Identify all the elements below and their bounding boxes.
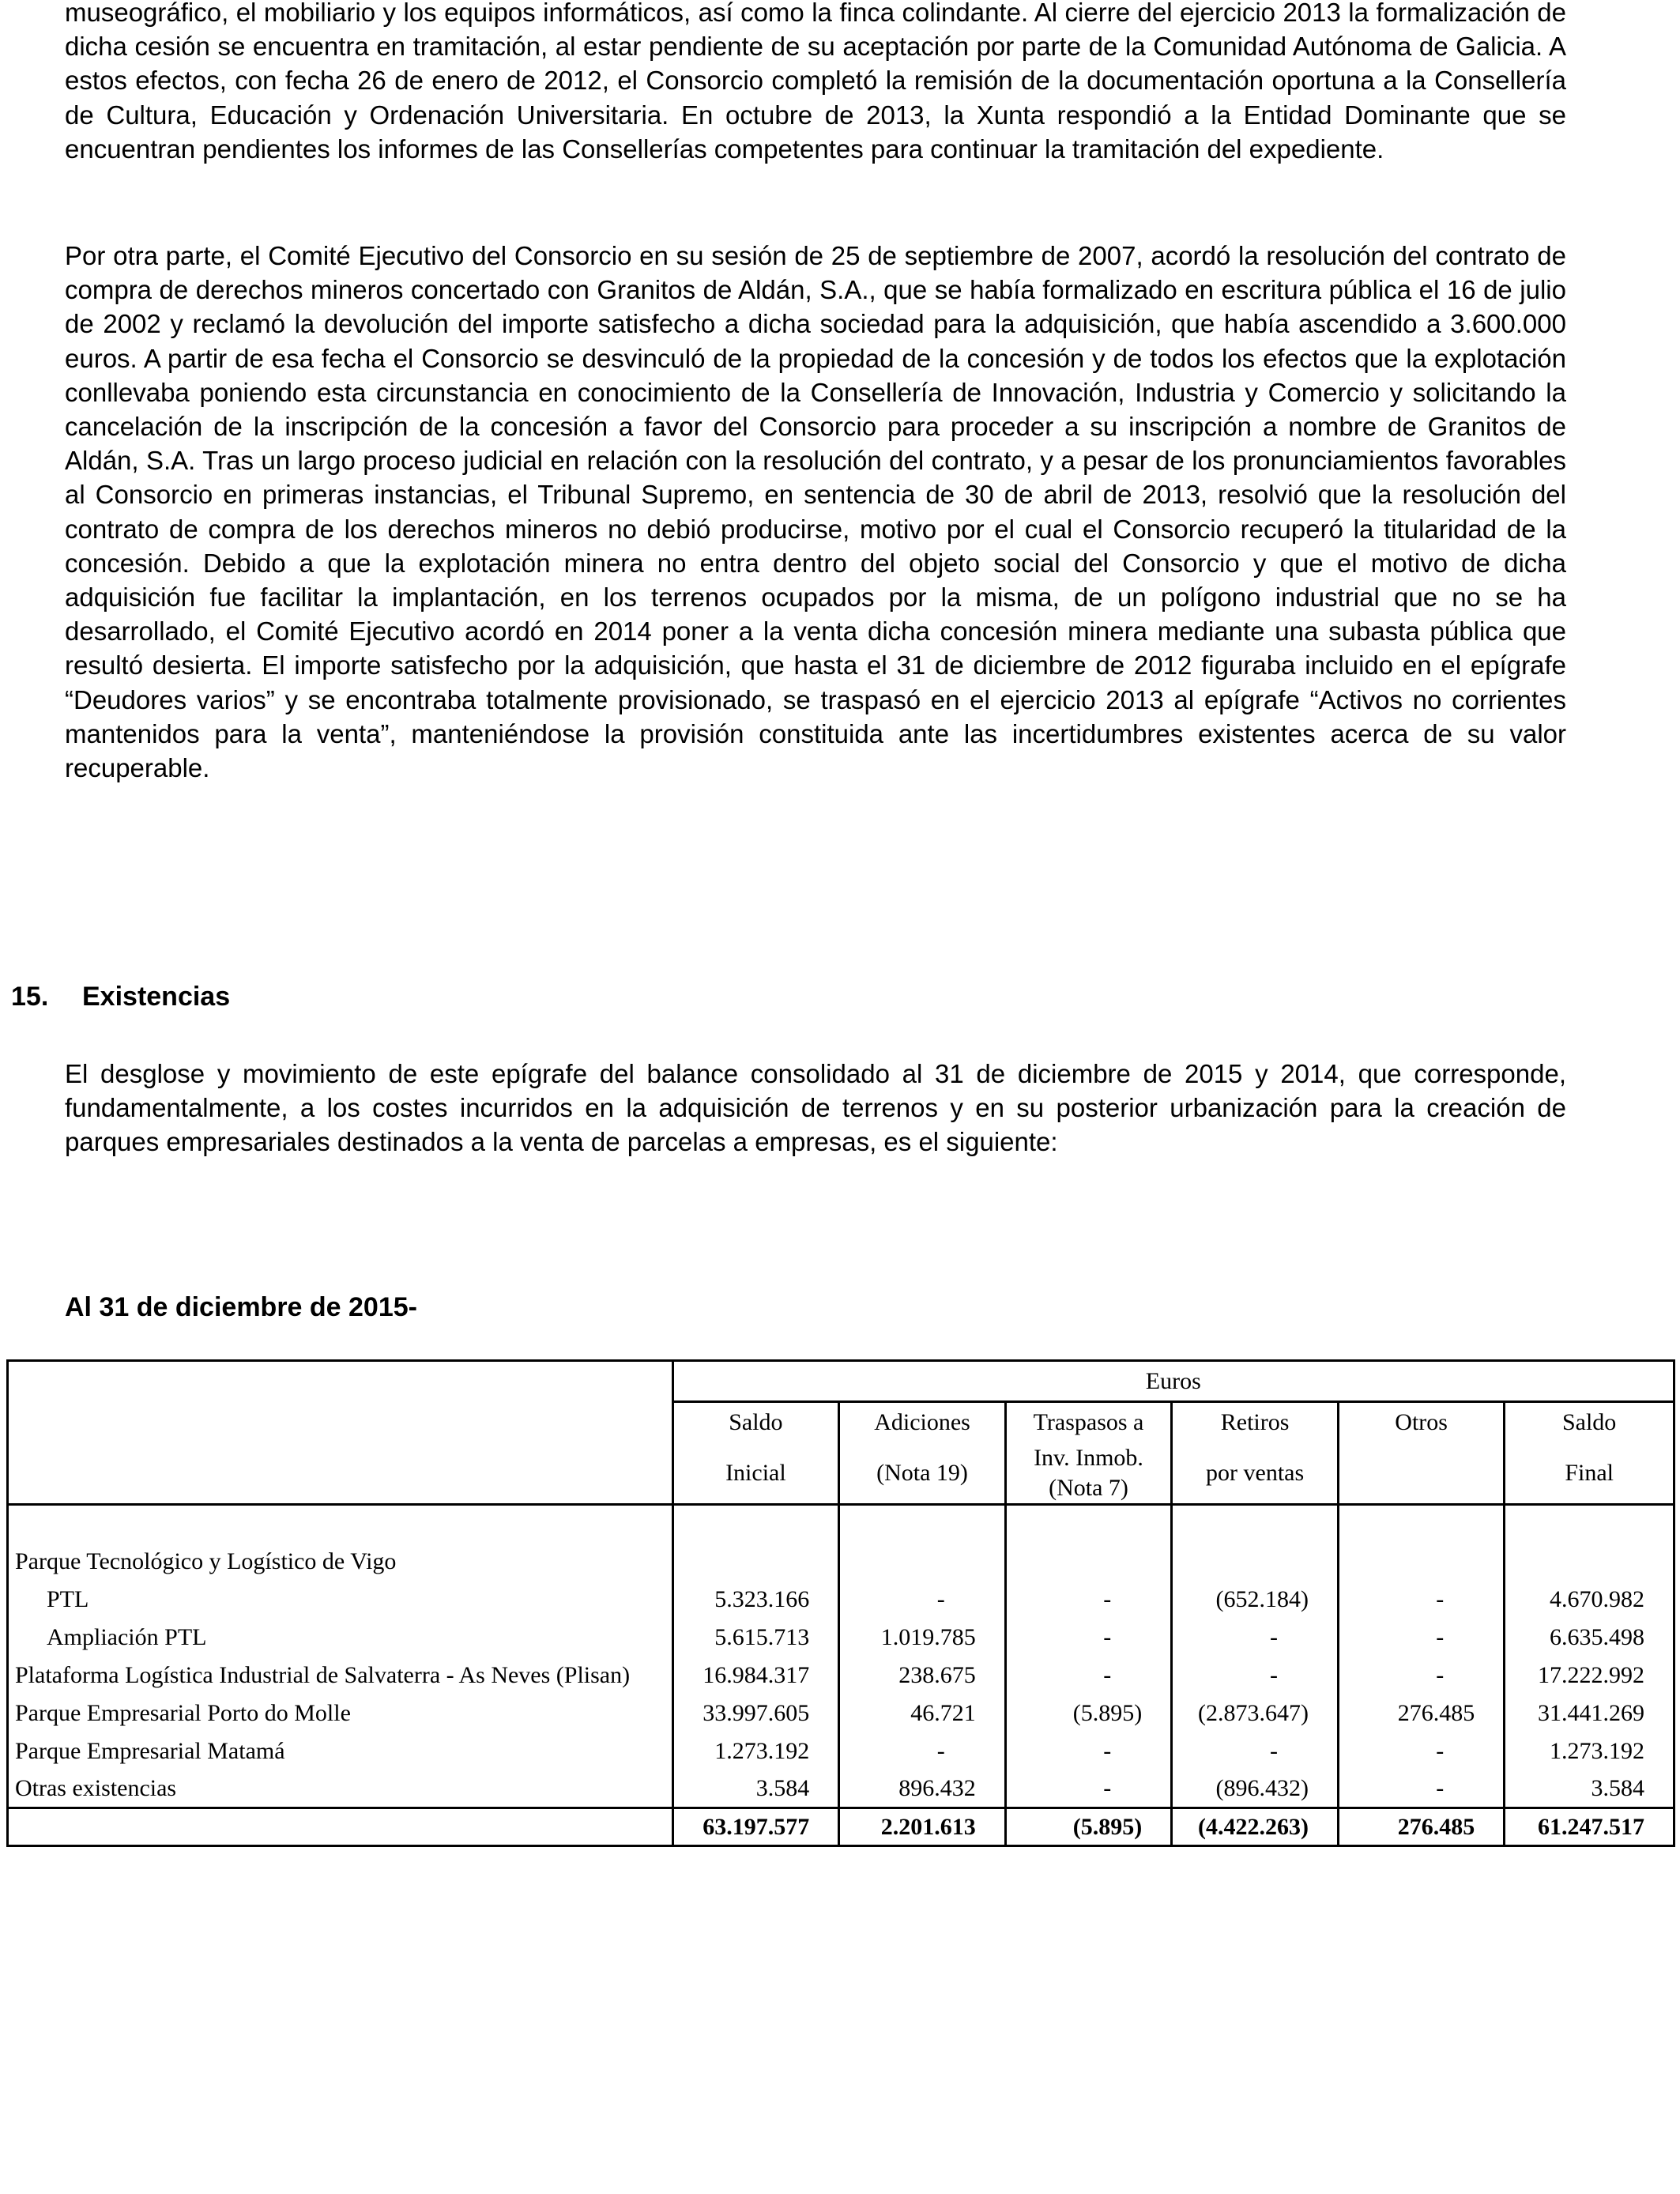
row-label: Ampliación PTL: [8, 1619, 673, 1657]
row-label: Otras existencias: [8, 1770, 673, 1808]
cell: -: [1005, 1732, 1171, 1770]
cell: 3.584: [1505, 1770, 1674, 1808]
cell: -: [1338, 1619, 1504, 1657]
total-cell: (4.422.263): [1172, 1808, 1339, 1846]
cell: -: [1005, 1581, 1171, 1619]
col-header: Inv. Inmob.: [1005, 1443, 1171, 1473]
table-row: [8, 1732, 1674, 1770]
existencias-table: [6, 1359, 1675, 1847]
total-cell: 63.197.577: [672, 1808, 839, 1846]
cell: (5.895): [1005, 1695, 1171, 1732]
cell: 1.273.192: [1505, 1732, 1674, 1770]
total-cell: 61.247.517: [1505, 1808, 1674, 1846]
table-row: [8, 1770, 1674, 1808]
cell: -: [839, 1581, 1006, 1619]
col-header: (Nota 19): [839, 1443, 1006, 1505]
cell: (896.432): [1172, 1770, 1339, 1808]
col-header: por ventas: [1172, 1443, 1339, 1505]
section-title: Existencias: [82, 982, 231, 1012]
cell: -: [839, 1732, 1006, 1770]
table-row: [8, 1619, 1674, 1657]
cell: (652.184): [1172, 1581, 1339, 1619]
cell: 238.675: [839, 1657, 1006, 1695]
cell: 16.984.317: [672, 1657, 839, 1695]
cell: -: [1005, 1657, 1171, 1695]
cell: 1.273.192: [672, 1732, 839, 1770]
cell: -: [1172, 1657, 1339, 1695]
table-total-row: [8, 1808, 1674, 1846]
cell: -: [1338, 1732, 1504, 1770]
cell: 5.323.166: [672, 1581, 839, 1619]
cell: -: [1338, 1770, 1504, 1808]
group-header-euros: Euros: [672, 1361, 1674, 1402]
cell: 1.019.785: [839, 1619, 1006, 1657]
cell: 896.432: [839, 1770, 1006, 1808]
cell: (2.873.647): [1172, 1695, 1339, 1732]
table-row: [8, 1695, 1674, 1732]
col-header: Adiciones: [839, 1402, 1006, 1443]
table-row: [8, 1543, 1674, 1581]
cell: 31.441.269: [1505, 1695, 1674, 1732]
row-label: Parque Empresarial Porto do Molle: [8, 1695, 673, 1732]
table-row: [8, 1657, 1674, 1695]
cell: 17.222.992: [1505, 1657, 1674, 1695]
cell: -: [1338, 1581, 1504, 1619]
col-header: Saldo: [672, 1402, 839, 1443]
cell: 6.635.498: [1505, 1619, 1674, 1657]
col-header: Final: [1505, 1443, 1674, 1505]
cell: 4.670.982: [1505, 1581, 1674, 1619]
cell: 46.721: [839, 1695, 1006, 1732]
col-header: (Nota 7): [1005, 1473, 1171, 1505]
table-subheading: Al 31 de diciembre de 2015-: [65, 1292, 417, 1322]
table-row: [8, 1581, 1674, 1619]
cell: -: [1172, 1619, 1339, 1657]
paragraph-desglose: El desglose y movimiento de este epígrafe del balance consolidado al 31 de diciembre de 2015 y 2014, que corresponde, fundamentalmente, a los costes incurridos en la adquisición de terrenos y en su posterior urbanización para la creación de parques empresariales destinados a la venta de parcelas a empresas, es el siguiente:: [65, 1059, 1566, 1157]
paragraph-derechos-mineros: Por otra parte, el Comité Ejecutivo del Consorcio en su sesión de 25 de septiembre de 2007, acordó la resolución del contrato de compra de derechos mineros concertado con Granitos de Aldán, S.A., que se había formalizado en escritura pública el 16 de julio de 2002 y reclamó la devolución del importe satisfecho a dicha sociedad para la adquisición, que había ascendido a 3.600.000 euros. A partir de esa fecha el Consorcio se desvinculó de la propiedad de la concesión y de todos los efectos que la explotación conllevaba poniendo esta circunstancia en conocimiento de la Consellería de Innovación, Industria y Comercio y solicitando la cancelación de la inscripción de la concesión a favor del Consorcio para proceder a su inscripción a nombre de Granitos de Aldán, S.A. Tras un largo proceso judicial en relación con la resolución del contrato, y a pesar de los pronunciamientos favorables al Consorcio en primeras instancias, el Tribunal Supremo, en sentencia de 30 de abril de 2013, resolvió que la resolución del contrato de compra de los derechos mineros no debió producirse, motivo por el cual el Consorcio recuperó la titularidad de la concesión. Debido a que la explotación minera no entra dentro del objeto social del Consorcio y que el motivo de dicha adquisición fue facilitar la implantación, en los terrenos ocupados por la misma, de un polígono industrial que no se ha desarrollado, el Comité Ejecutivo acordó en 2014 poner a la venta dicha concesión minera mediante una subasta pública que resultó desierta. El importe satisfecho por la adquisición, que hasta el 31 de diciembre de 2012 figuraba incluido en el epígrafe “Deudores varios” y se encontraba totalmente provisionado, se traspasó en el ejercicio 2013 al epígrafe “Activos no corrientes mantenidos para la venta”, manteniéndose la provisión constituida ante las incertidumbres existentes acerca de su valor recuperable.: [65, 241, 1566, 783]
row-label: Parque Empresarial Matamá: [8, 1732, 673, 1770]
cell: 276.485: [1338, 1695, 1504, 1732]
row-label: Parque Tecnológico y Logístico de Vigo: [8, 1543, 673, 1581]
row-label: Plataforma Logística Industrial de Salvaterra - As Neves (Plisan): [8, 1657, 673, 1695]
cell: 33.997.605: [672, 1695, 839, 1732]
total-cell: (5.895): [1005, 1808, 1171, 1846]
col-header: Retiros: [1172, 1402, 1339, 1443]
total-cell: 276.485: [1338, 1808, 1504, 1846]
paragraph-cesion: museográfico, el mobiliario y los equipos informáticos, así como la finca colindante. Al cierre del ejercicio 2013 la formalización de dicha cesión se encuentra en tramitación, al estar pendiente de su aceptación por parte de la Comunidad Autónoma de Galicia. A estos efectos, con fecha 26 de enero de 2012, el Consorcio completó la remisión de la documentación oportuna a la Consellería de Cultura, Educación y Ordenación Universitaria. En octubre de 2013, la Xunta respondió a la Entidad Dominante que se encuentran pendientes los informes de las Consellerías competentes para continuar la tramitación del expediente.: [65, 0, 1566, 164]
cell: -: [1338, 1657, 1504, 1695]
total-cell: 2.201.613: [839, 1808, 1006, 1846]
col-header: Inicial: [672, 1443, 839, 1505]
col-header: Saldo: [1505, 1402, 1674, 1443]
cell: 3.584: [672, 1770, 839, 1808]
cell: 5.615.713: [672, 1619, 839, 1657]
row-label: PTL: [8, 1581, 673, 1619]
cell: -: [1005, 1619, 1171, 1657]
cell: -: [1005, 1770, 1171, 1808]
cell: -: [1172, 1732, 1339, 1770]
col-header: Traspasos a: [1005, 1402, 1171, 1443]
section-number: 15.: [11, 982, 49, 1012]
col-header: Otros: [1338, 1402, 1504, 1443]
